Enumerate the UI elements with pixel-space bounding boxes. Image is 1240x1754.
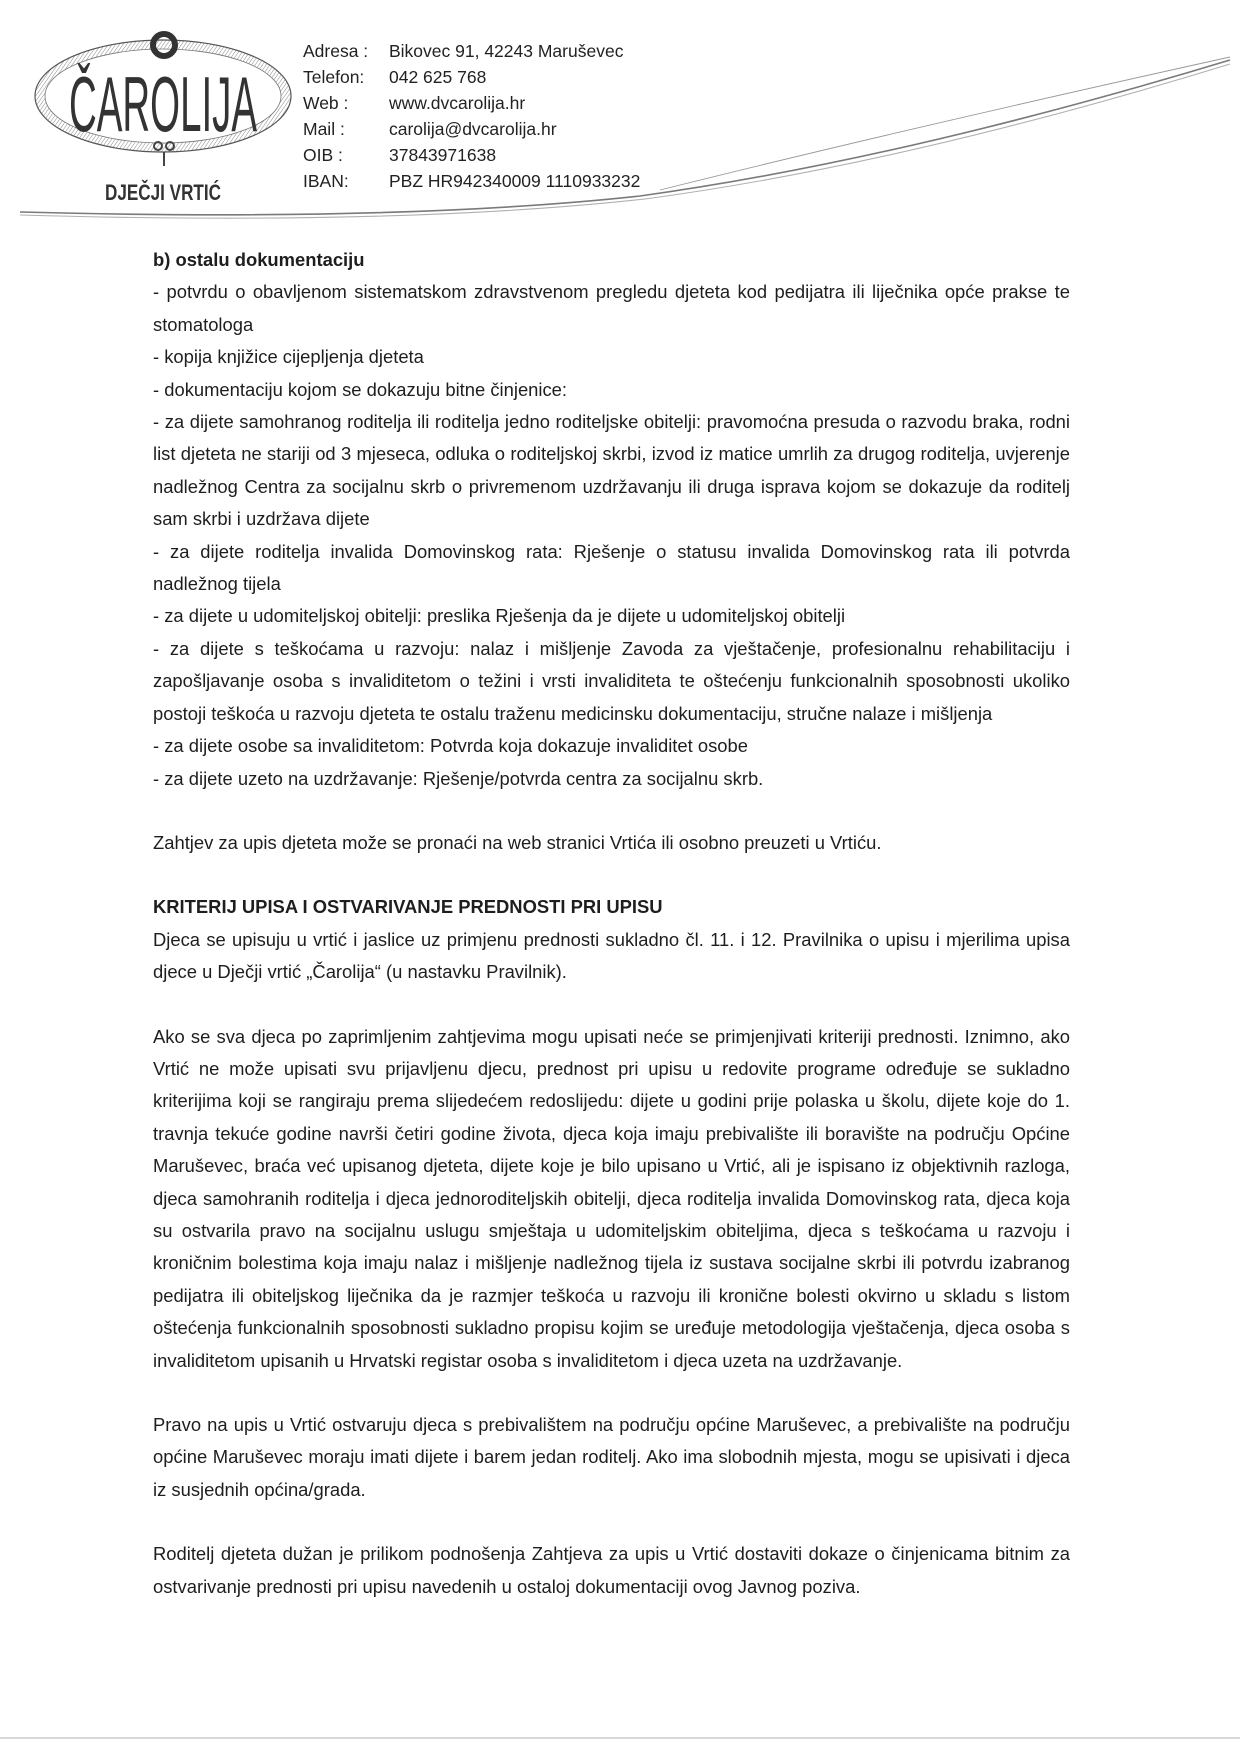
contact-value: 042 625 768 [389, 67, 487, 87]
contact-row-mail [303, 116, 640, 142]
contact-value: 37843971638 [389, 145, 497, 165]
contact-row-phone [303, 64, 640, 90]
residence-paragraph: Pravo na upis u Vrtić ostvaruju djeca s prebivalištem na području općine Maruševec, a prebivalište na području općine Maruševec moraju imati dijete i barem jedan roditelj. Ako ima slobodnih mjesta, mogu se upisivati i djeca iz susjednih općina/grada. [153, 1414, 1070, 1500]
contact-row-web [303, 90, 640, 116]
document-body [153, 244, 1070, 1603]
doc-item: - za dijete u udomiteljskoj obitelji: preslika Rješenja da je dijete u udomiteljskoj obitelji [153, 605, 846, 627]
svg-text:DJEČJI VRTIĆ: DJEČJI VRTIĆ [105, 180, 222, 205]
letterhead [0, 0, 1240, 230]
doc-item: - za dijete s teškoćama u razvoju: nalaz i mišljenje Zavoda za vještačenje, profesionalnu rehabilitaciju i zapošljavanje osoba s invaliditetom o težini i vrsti invaliditeta te oštećenju funkcionalnih sposobnosti ukoliko postoji teškoća u razvoju djeteta te ostalu traženu medicinsku dokumentaciju, stručne nalaze i mišljenja [153, 637, 1070, 724]
contact-label: Telefon: [303, 67, 365, 87]
contact-value: www.dvcarolija.hr [389, 93, 526, 113]
contact-row-iban [303, 168, 640, 194]
contact-label: Adresa : [303, 41, 369, 61]
application-note: Zahtjev za upis djeteta može se pronaći na web stranici Vrtića ili osobno preuzeti u Vrtiću. [153, 831, 882, 853]
doc-item: - kopija knjižice cijepljenja djeteta [153, 346, 424, 368]
contact-value: PBZ HR942340009 1110933232 [389, 171, 641, 191]
doc-item: - za dijete roditelja invalida Domovinskog rata: Rješenje o statusu invalida Domovinskog rata ili potvrda nadležnog tijela [153, 540, 1070, 595]
contact-label: IBAN: [303, 171, 349, 191]
contact-row-address [303, 38, 640, 64]
doc-item: - za dijete osobe sa invaliditetom: Potvrda koja dokazuje invaliditet osobe [153, 735, 748, 757]
section-heading-other-docs: b) ostalu dokumentaciju [153, 249, 365, 270]
contact-label: Web : [303, 93, 349, 113]
page-bottom-rule [0, 1737, 1240, 1739]
criteria-intro: Djeca se upisuju u vrtić i jaslice uz primjenu prednosti sukladno čl. 11. i 12. Pravilnika o upisu i mjerilima upisa djece u Dječji vrtić „Čarolija“ (u nastavku Pravilnik). [153, 928, 1070, 983]
contact-block [303, 38, 640, 194]
spacer [153, 859, 1070, 891]
contact-row-oib [303, 142, 640, 168]
doc-item: - potvrdu o obavljenom sistematskom zdravstvenom pregledu djeteta kod pedijatra ili liječnika opće prakse te stomatologa [153, 281, 1070, 335]
doc-item: - za dijete uzeto na uzdržavanje: Rješenje/potvrda centra za socijalnu skrb. [153, 767, 764, 789]
contact-value: Bikovec 91, 42243 Maruševec [389, 41, 624, 61]
contact-value: carolija@dvcarolija.hr [389, 119, 557, 139]
contact-label: OIB : [303, 145, 343, 165]
contact-label: Mail : [303, 119, 345, 139]
carolija-logo [28, 28, 298, 206]
doc-item: - dokumentaciju kojom se dokazuju bitne činjenice: [153, 378, 568, 400]
spacer [153, 1377, 1070, 1409]
spacer [153, 795, 1070, 827]
priority-paragraph: Ako se sva djeca po zaprimljenim zahtjevima mogu upisati neće se primjenjivati kriteriji prednosti. Iznimno, ako Vrtić ne može upisati svu prijavljenu djecu, prednost pri upisu u redovite programe određuje se sukladno kriterijima koji se rangiraju prema slijedećem redoslijedu: dijete u godini prije polaska u školu, dijete koje do 1. travnja tekuće godine navrši četiri godine života, djeca koja imaju prebivalište ili boravište na području Općine Maruševec, braća već upisanog djeteta, dijete koje je bilo upisano u Vrtić, ali je ispisano iz objektivnih razloga, djeca samohranih roditelja i djeca jednoroditeljskih obitelji, djeca roditelja invalida Domovinskog rata, djeca koja su ostvarila pravo na socijalnu uslugu smještaja u udomiteljskim obiteljima, djeca s teškoćama u razvoju i kroničnim bolestima koja imaju nalaz i mišljenje nadležnog tijela iz sustava socijalne skrbi ili potvrdu izabranog pedijatra ili obiteljskog liječnika da je razmjer teškoća u razvoju ili kronične bolesti okvirno u skladu s listom oštećenja funkcionalnih sposobnosti sukladno propisu kojim se uređuje metodologija vještačenja, djeca osoba s invaliditetom upisanih u Hrvatski registar osoba s invaliditetom i djeca uzeta na uzdržavanje. [153, 1025, 1070, 1371]
proof-paragraph: Roditelj djeteta dužan je prilikom podnošenja Zahtjeva za upis u Vrtić dostaviti dokaze o činjenicama bitnim za ostvarivanje prednosti pri upisu navedenih u ostaloj dokumentaciji ovog Javnog poziva. [153, 1543, 1070, 1597]
spacer [153, 989, 1070, 1021]
doc-item: - za dijete samohranog roditelja ili roditelja jedno roditeljske obitelji: pravomoćna presuda o razvodu braka, rodni list djeteta ne stariji od 3 mjeseca, odluka o roditeljskoj skrbi, izvod iz matice umrlih za drugog roditelja, uvjerenje nadležnog Centra za socijalnu skrb o privremenom uzdržavanju ili druga isprava kojom se dokazuje da roditelj sam skrbi i uzdržava dijete [153, 411, 1070, 530]
spacer [153, 1506, 1070, 1538]
section-heading-criteria: KRITERIJ UPISA I OSTVARIVANJE PREDNOSTI PRI UPISU [153, 896, 663, 918]
svg-text:ČAROLIJA: ČAROLIJA [69, 60, 257, 148]
